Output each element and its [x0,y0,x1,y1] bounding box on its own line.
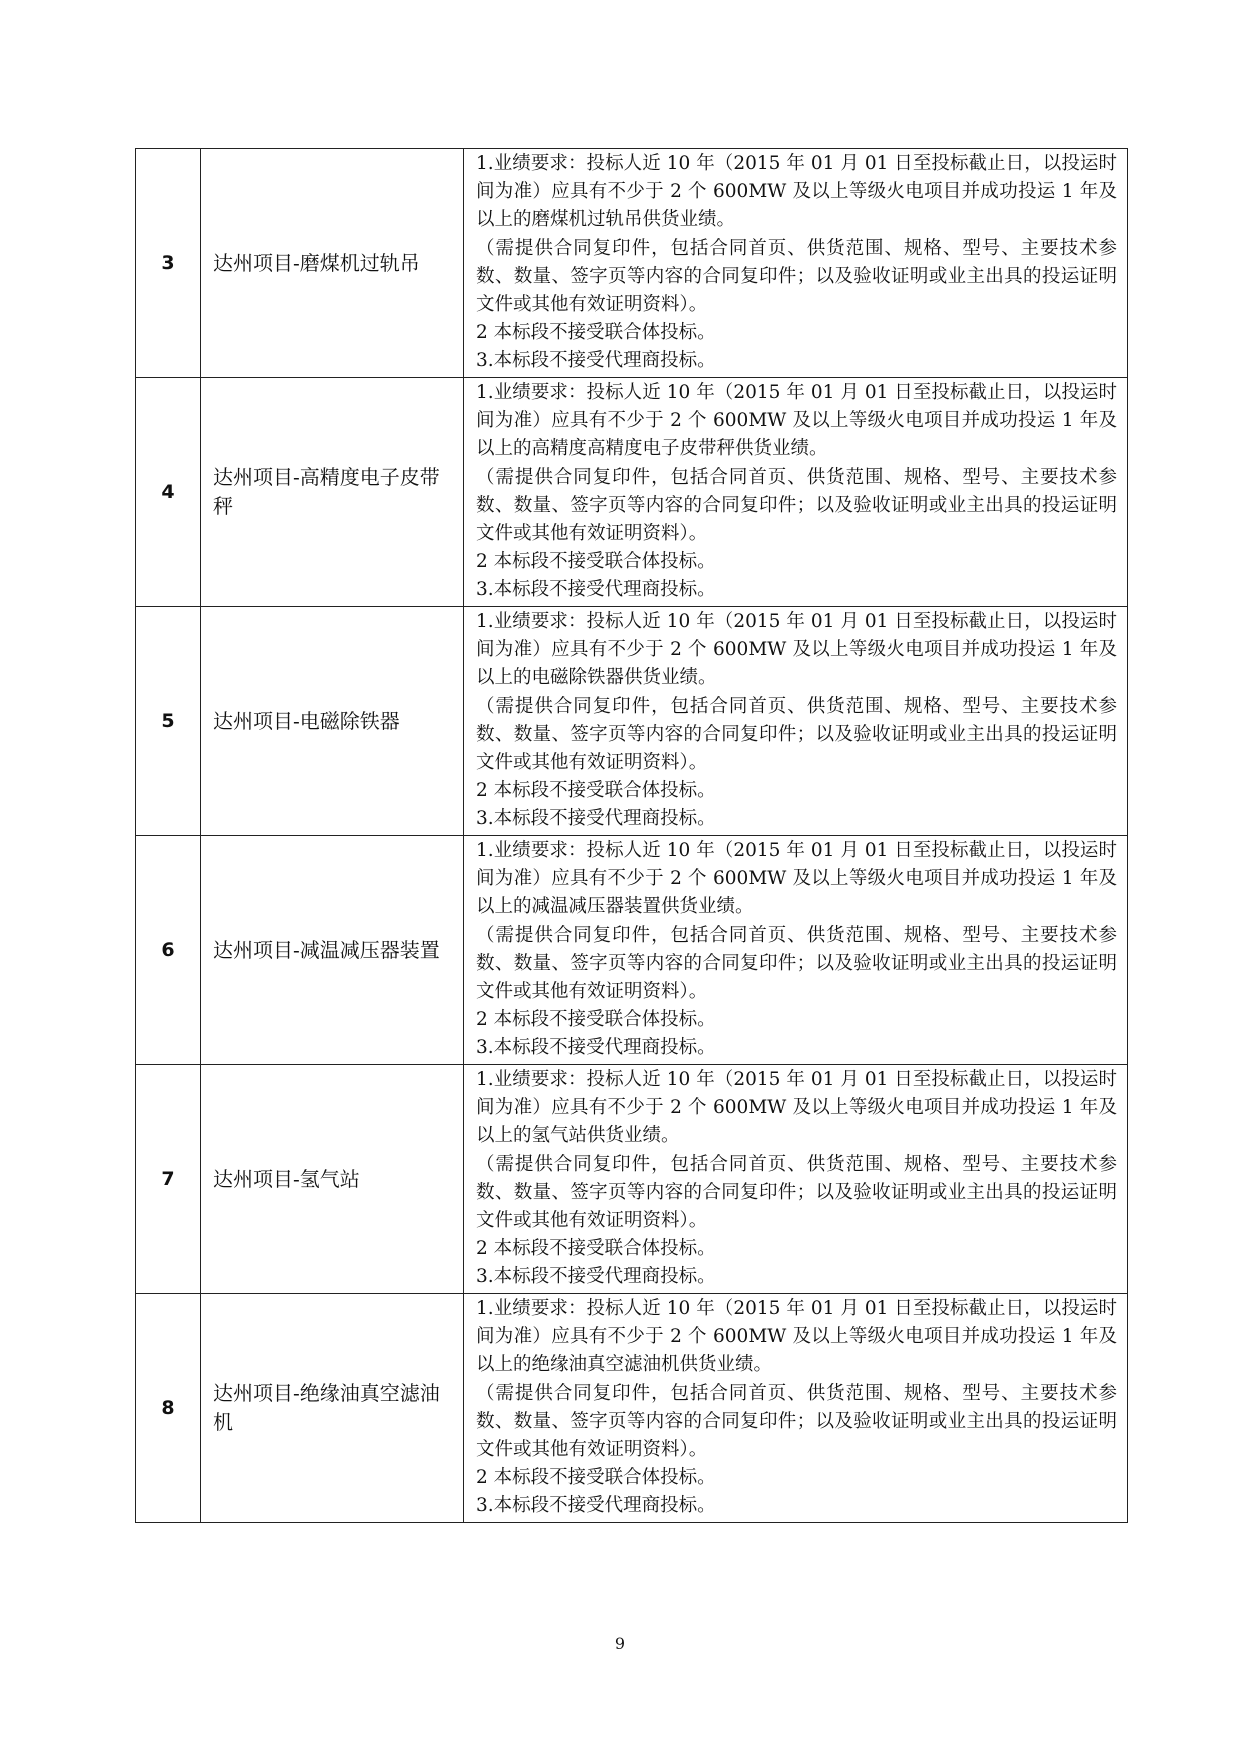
row-number: 4 [136,378,201,607]
page-number: 9 [614,1634,626,1653]
no-agent-note: 3.本标段不接受代理商投标。 [476,1495,716,1517]
table-row [136,607,1128,836]
performance-requirement: 1.业绩要求：投标人近 10 年（2015 年 01 月 01 日至投标截止日，以投运时间为准）应具有不少于 2 个 600MW 及以上等级火电项目并成功投运 1 年及以上的减温减压器装置供货业绩。 [476,840,1117,918]
qualification-requirements [464,1294,1128,1523]
lot-name: 达州项目-减温减压器装置 [201,836,464,1065]
no-agent-note: 3.本标段不接受代理商投标。 [476,350,716,372]
no-consortium-note: 2 本标段不接受联合体投标。 [476,1009,716,1031]
qualification-requirements [464,149,1128,378]
documentation-requirement: （需提供合同复印件，包括合同首页、供货范围、规格、型号、主要技术参数、数量、签字页等内容的合同复印件；以及验收证明或业主出具的投运证明文件或其他有效证明资料）。 [476,924,1117,1003]
no-consortium-note: 2 本标段不接受联合体投标。 [476,551,716,573]
performance-requirement: 1.业绩要求：投标人近 10 年（2015 年 01 月 01 日至投标截止日，以投运时间为准）应具有不少于 2 个 600MW 及以上等级火电项目并成功投运 1 年及以上的磨煤机过轨吊供货业绩。 [476,153,1117,231]
no-consortium-note: 2 本标段不接受联合体投标。 [476,322,716,344]
lot-name: 达州项目-绝缘油真空滤油机 [201,1294,464,1523]
documentation-requirement: （需提供合同复印件，包括合同首页、供货范围、规格、型号、主要技术参数、数量、签字页等内容的合同复印件；以及验收证明或业主出具的投运证明文件或其他有效证明资料）。 [476,1153,1117,1232]
row-number: 3 [136,149,201,378]
lot-name: 达州项目-电磁除铁器 [201,607,464,836]
qualification-requirements [464,378,1128,607]
row-number: 5 [136,607,201,836]
documentation-requirement: （需提供合同复印件，包括合同首页、供货范围、规格、型号、主要技术参数、数量、签字页等内容的合同复印件；以及验收证明或业主出具的投运证明文件或其他有效证明资料）。 [476,695,1117,774]
performance-requirement: 1.业绩要求：投标人近 10 年（2015 年 01 月 01 日至投标截止日，以投运时间为准）应具有不少于 2 个 600MW 及以上等级火电项目并成功投运 1 年及以上的高精度高精度电子皮带秤供货业绩。 [476,382,1117,460]
documentation-requirement: （需提供合同复印件，包括合同首页、供货范围、规格、型号、主要技术参数、数量、签字页等内容的合同复印件；以及验收证明或业主出具的投运证明文件或其他有效证明资料）。 [476,237,1117,316]
no-consortium-note: 2 本标段不接受联合体投标。 [476,780,716,802]
table-row [136,1294,1128,1523]
row-number: 7 [136,1065,201,1294]
table-row [136,1065,1128,1294]
table-row [136,149,1128,378]
documentation-requirement: （需提供合同复印件，包括合同首页、供货范围、规格、型号、主要技术参数、数量、签字页等内容的合同复印件；以及验收证明或业主出具的投运证明文件或其他有效证明资料）。 [476,1382,1117,1461]
qualification-requirements [464,836,1128,1065]
table-row [136,378,1128,607]
lot-name: 达州项目-高精度电子皮带秤 [201,378,464,607]
qualification-requirements [464,607,1128,836]
no-consortium-note: 2 本标段不接受联合体投标。 [476,1238,716,1260]
performance-requirement: 1.业绩要求：投标人近 10 年（2015 年 01 月 01 日至投标截止日，以投运时间为准）应具有不少于 2 个 600MW 及以上等级火电项目并成功投运 1 年及以上的氢气站供货业绩。 [476,1069,1117,1147]
row-number: 8 [136,1294,201,1523]
no-agent-note: 3.本标段不接受代理商投标。 [476,1266,716,1288]
no-agent-note: 3.本标段不接受代理商投标。 [476,579,716,601]
no-consortium-note: 2 本标段不接受联合体投标。 [476,1467,716,1489]
lot-name: 达州项目-磨煤机过轨吊 [201,149,464,378]
requirements-table [135,148,1128,1523]
lot-name: 达州项目-氢气站 [201,1065,464,1294]
documentation-requirement: （需提供合同复印件，包括合同首页、供货范围、规格、型号、主要技术参数、数量、签字页等内容的合同复印件；以及验收证明或业主出具的投运证明文件或其他有效证明资料）。 [476,466,1117,545]
row-number: 6 [136,836,201,1065]
no-agent-note: 3.本标段不接受代理商投标。 [476,808,716,830]
no-agent-note: 3.本标段不接受代理商投标。 [476,1037,716,1059]
qualification-requirements [464,1065,1128,1294]
performance-requirement: 1.业绩要求：投标人近 10 年（2015 年 01 月 01 日至投标截止日，以投运时间为准）应具有不少于 2 个 600MW 及以上等级火电项目并成功投运 1 年及以上的绝缘油真空滤油机供货业绩。 [476,1298,1117,1376]
table-row [136,836,1128,1065]
performance-requirement: 1.业绩要求：投标人近 10 年（2015 年 01 月 01 日至投标截止日，以投运时间为准）应具有不少于 2 个 600MW 及以上等级火电项目并成功投运 1 年及以上的电磁除铁器供货业绩。 [476,611,1117,689]
